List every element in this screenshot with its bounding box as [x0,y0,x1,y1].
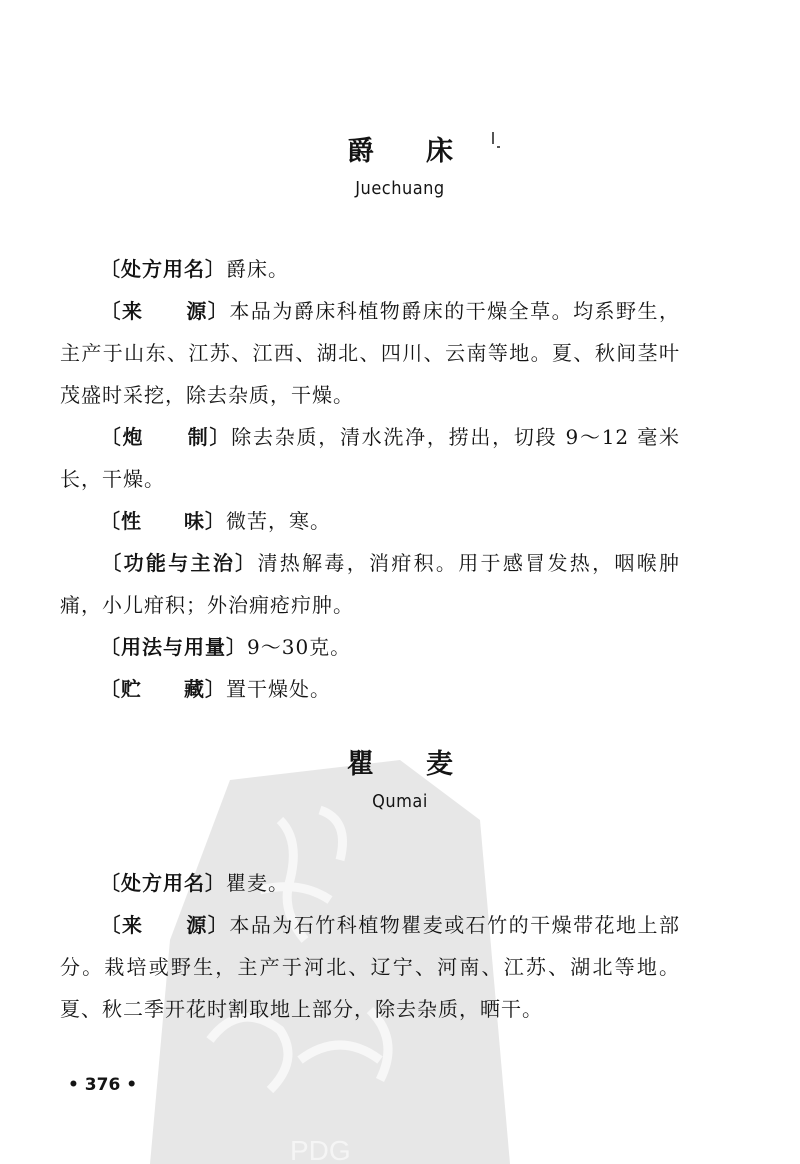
field-source [60,904,680,1030]
field-text: 本品为石竹科植物瞿麦或石竹的干燥带花地上部分。栽培或野生，主产于河北、辽宁、河南、江苏、湖北等地。夏、秋二季开花时割取地上部分，除去杂质，晒干。 [60,913,681,1021]
field-source [60,290,680,416]
field-processing [60,416,680,500]
field-text: 9～30克。 [247,635,352,659]
field-text: 爵床。 [226,257,289,281]
field-label: 〔贮 藏〕 [100,677,226,701]
field-text: 清热解毒，消疳积。用于感冒发热，咽喉肿痛，小儿疳积；外治痈疮疖肿。 [60,551,681,617]
entry-title: 瞿麦 [347,749,505,780]
watermark-text: PDG [290,1135,351,1164]
field-text: 置干燥处。 [226,677,331,701]
field-text: 本品为爵床科植物爵床的干燥全草。均系野生，主产于山东、江苏、江西、湖北、四川、云南等地。夏、秋间茎叶茂盛时采挖，除去杂质，干燥。 [60,299,681,407]
field-dosage [60,626,680,668]
field-text: 瞿麦。 [226,871,289,895]
field-label: 〔功能与主治〕 [100,551,258,575]
field-functions [60,542,680,626]
field-label: 〔炮 制〕 [100,425,232,449]
field-label: 〔来 源〕 [100,913,230,937]
entry-juechuang [0,136,800,200]
field-label: 〔用法与用量〕 [100,635,247,659]
field-label: 〔处方用名〕 [100,257,226,281]
entry-title: 爵床 [347,136,505,167]
field-prescription-name [60,248,680,290]
field-label: 〔性 味〕 [100,509,226,533]
field-label: 〔处方用名〕 [100,871,226,895]
entry-qumai [0,749,800,813]
field-text: 除去杂质，清水洗净，捞出，切段 9～12 毫米长，干燥。 [60,425,681,491]
field-prescription-name [60,862,680,904]
page-number: • 376 • [68,1075,138,1095]
entry-pinyin: Juechuang [355,178,445,199]
field-text: 微苦，寒。 [226,509,331,533]
entry-pinyin: Qumai [372,791,428,812]
field-properties [60,500,680,542]
field-storage [60,668,680,710]
field-label: 〔来 源〕 [100,299,230,323]
